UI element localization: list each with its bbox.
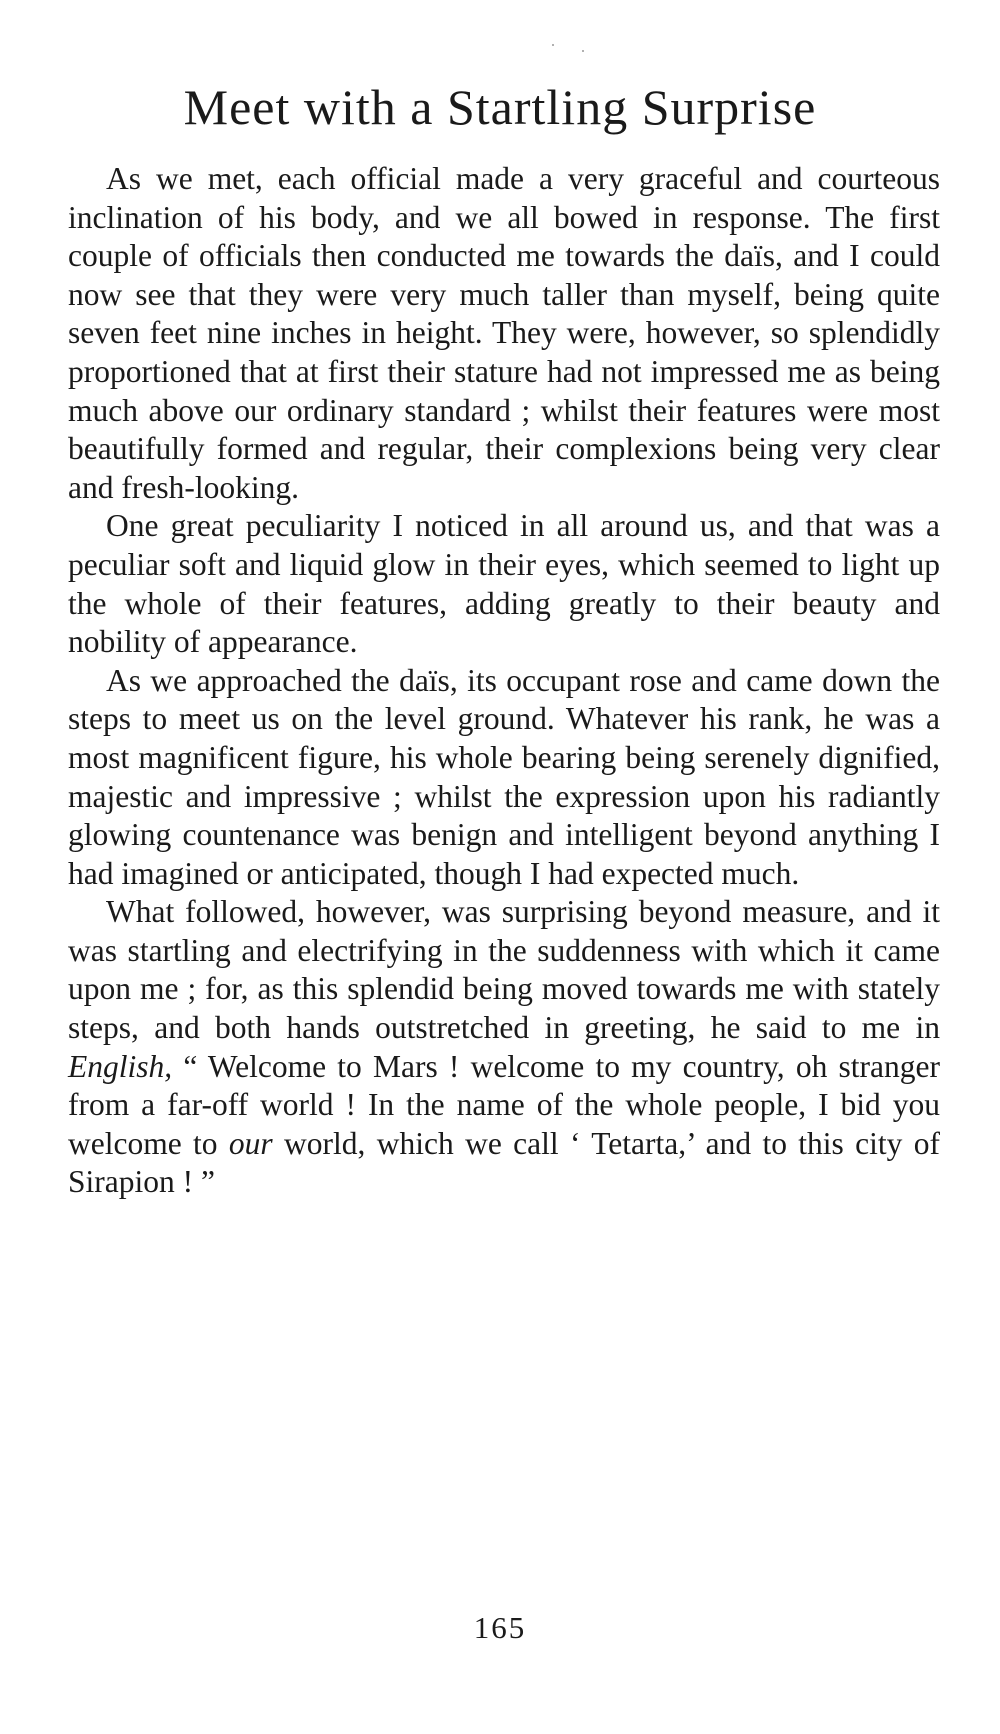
page-number: 165 (473, 1610, 527, 1645)
text-run: world, which we call ‘ Tetarta,’ and to this city of Sirapion ! ” (68, 1125, 940, 1200)
running-head: Meet with a Startling Surprise (183, 79, 817, 135)
text-run: As we approached the daïs, its occupant rose and came down the steps to meet us on the level ground. Whatever his rank, he was a most magnificent figure, his whole bearing being serenely dignified, majestic and impressive ; whilst the expression upon his radiantly glowing countenance was benign and intelligent beyond anything I had imagined or anticipated, though I had expected much. (68, 662, 940, 891)
paragraph-1 (68, 160, 940, 507)
text-run: One great peculiarity I noticed in all around us, and that was a peculiar soft and liquid glow in their eyes, which seemed to light up the whole of their features, adding greatly to their beauty and nobility of appearance. (68, 508, 940, 660)
print-speck (552, 44, 554, 46)
italic-text: English, (68, 1048, 173, 1084)
italic-text: our (228, 1125, 273, 1161)
print-speck (582, 50, 584, 52)
paragraph-4 (68, 893, 940, 1202)
paragraph-2 (68, 507, 940, 661)
text-run: “ Welcome to Mars ! welcome to my country, oh stranger from a far-off world ! In the name of the whole people, I bid you welcome to (68, 1048, 940, 1161)
text-run: What followed, however, was surprising beyond measure, and it was startling and electrifying in the suddenness with which it came upon me ; for, as this splendid being moved towards me with stately steps, and both hands outstretched in greeting, he said to me in (68, 894, 940, 1046)
paragraph-3 (68, 662, 940, 894)
text-run: As we met, each official made a very graceful and courteous inclination of his body, and we all bowed in response. The first couple of officials then conducted me towards the daïs, and I could now see that they were very much taller than myself, being quite seven feet nine inches in height. They were, however, so splendidly proportioned that at first their stature had not impressed me as being much above our ordinary standard ; whilst their features were most beautifully formed and regular, their complexions being very clear and fresh-looking. (68, 161, 940, 505)
body-text (68, 160, 940, 1202)
